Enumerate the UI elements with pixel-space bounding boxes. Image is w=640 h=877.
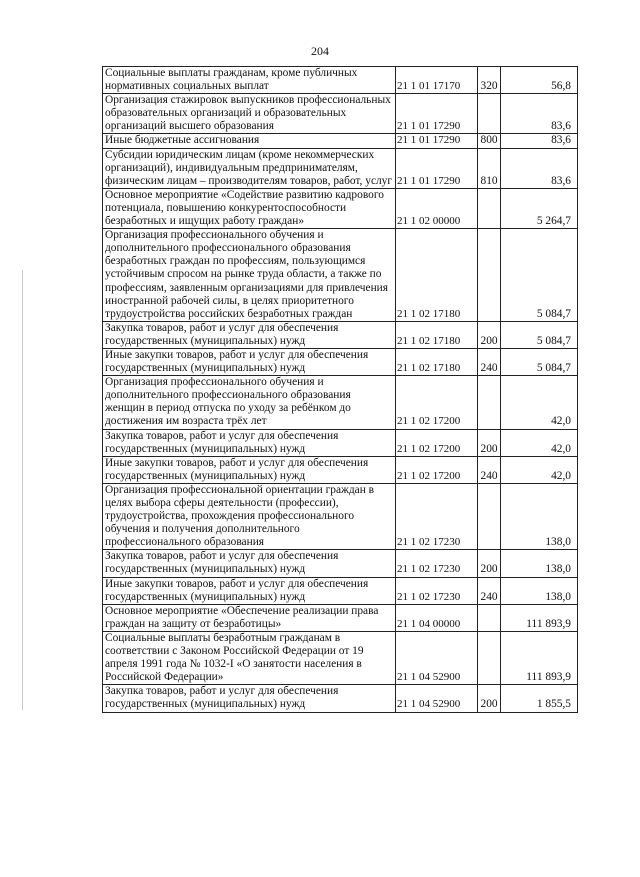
- row-amount: 83,6: [500, 94, 577, 134]
- row-type: [478, 604, 501, 631]
- row-amount: 1 855,5: [500, 685, 577, 712]
- row-type: [478, 188, 501, 228]
- table-row: [103, 229, 578, 322]
- table-row: [103, 429, 578, 456]
- row-type: 320: [478, 67, 501, 94]
- table-row: [103, 631, 578, 684]
- row-code: 21 1 02 17180: [396, 348, 478, 375]
- table-row: [103, 148, 578, 188]
- row-amount: 83,6: [500, 134, 577, 148]
- row-code: 21 1 02 17200: [396, 456, 478, 483]
- row-name: Закупка товаров, работ и услуг для обеспечения государственных (муниципальных) нужд: [103, 321, 396, 348]
- row-amount: 5 084,7: [500, 348, 577, 375]
- row-amount: 5 084,7: [500, 229, 577, 322]
- row-amount: 83,6: [500, 148, 577, 188]
- table-row: [103, 604, 578, 631]
- row-code: 21 1 01 17170: [396, 67, 478, 94]
- margin-line: [22, 270, 23, 710]
- row-amount: 42,0: [500, 429, 577, 456]
- table-row: [103, 483, 578, 549]
- row-amount: 56,8: [500, 67, 577, 94]
- row-name: Организация стажировок выпускников профессиональных образовательных организаций и образовательных организаций высшего образования: [103, 94, 396, 134]
- row-amount: 5 264,7: [500, 188, 577, 228]
- row-code: 21 1 02 17230: [396, 550, 478, 577]
- row-name: Организация профессиональной ориентации граждан в целях выбора сферы деятельности (профессии), трудоустройства, прохождения профессионального обучения и получения дополнительного профессионального образования: [103, 483, 396, 549]
- row-type: 240: [478, 577, 501, 604]
- row-type: 810: [478, 148, 501, 188]
- row-name: Социальные выплаты безработным гражданам в соответствии с Законом Российской Федерации от 19 апреля 1991 года № 1032-I «О занятости населения в Российской Федерации»: [103, 631, 396, 684]
- row-amount: 42,0: [500, 456, 577, 483]
- budget-table: [102, 66, 578, 713]
- row-amount: 5 084,7: [500, 321, 577, 348]
- row-amount: 138,0: [500, 483, 577, 549]
- row-code: 21 1 04 52900: [396, 631, 478, 684]
- row-name: Иные бюджетные ассигнования: [103, 134, 396, 148]
- row-code: 21 1 02 17200: [396, 376, 478, 429]
- table-row: [103, 134, 578, 148]
- row-amount: 42,0: [500, 376, 577, 429]
- row-amount: 111 893,9: [500, 604, 577, 631]
- row-code: 21 1 02 17230: [396, 577, 478, 604]
- row-type: 800: [478, 134, 501, 148]
- row-name: Закупка товаров, работ и услуг для обеспечения государственных (муниципальных) нужд: [103, 550, 396, 577]
- row-type: 240: [478, 456, 501, 483]
- row-name: Основное мероприятие «Обеспечение реализации права граждан на защиту от безработицы»: [103, 604, 396, 631]
- page-number: 204: [311, 44, 329, 58]
- row-type: [478, 376, 501, 429]
- table-row: [103, 348, 578, 375]
- row-code: 21 1 04 00000: [396, 604, 478, 631]
- row-name: Основное мероприятие «Содействие развитию кадрового потенциала, повышению конкурентоспособности безработных и ищущих работу граждан»: [103, 188, 396, 228]
- row-code: 21 1 01 17290: [396, 148, 478, 188]
- row-type: 240: [478, 348, 501, 375]
- row-name: Социальные выплаты гражданам, кроме публичных нормативных социальных выплат: [103, 67, 396, 94]
- table-row: [103, 577, 578, 604]
- row-code: 21 1 01 17290: [396, 94, 478, 134]
- row-name: Иные закупки товаров, работ и услуг для обеспечения государственных (муниципальных) нужд: [103, 456, 396, 483]
- table-row: [103, 550, 578, 577]
- row-type: 200: [478, 550, 501, 577]
- row-code: 21 1 02 17180: [396, 229, 478, 322]
- row-type: [478, 631, 501, 684]
- row-code: 21 1 04 52900: [396, 685, 478, 712]
- table-row: [103, 94, 578, 134]
- table-row: [103, 376, 578, 429]
- table-row: [103, 67, 578, 94]
- table-row: [103, 188, 578, 228]
- row-code: 21 1 02 17200: [396, 429, 478, 456]
- row-code: 21 1 02 17230: [396, 483, 478, 549]
- budget-table-body: [103, 67, 578, 713]
- table-row: [103, 685, 578, 712]
- row-amount: 138,0: [500, 550, 577, 577]
- row-type: [478, 483, 501, 549]
- row-type: [478, 94, 501, 134]
- row-amount: 138,0: [500, 577, 577, 604]
- row-name: Иные закупки товаров, работ и услуг для обеспечения государственных (муниципальных) нужд: [103, 348, 396, 375]
- row-name: Иные закупки товаров, работ и услуг для обеспечения государственных (муниципальных) нужд: [103, 577, 396, 604]
- row-type: 200: [478, 321, 501, 348]
- row-type: [478, 229, 501, 322]
- row-type: 200: [478, 685, 501, 712]
- row-name: Организация профессионального обучения и дополнительного профессионального образования безработных граждан по профессиям, пользующимся устойчивым спросом на рынке труда области, а также по профессиям, заявленным организациями для привлечения иностранной рабочей силы, в целях приоритетного трудоустройства российских безработных граждан: [103, 229, 396, 322]
- row-name: Закупка товаров, работ и услуг для обеспечения государственных (муниципальных) нужд: [103, 685, 396, 712]
- row-name: Закупка товаров, работ и услуг для обеспечения государственных (муниципальных) нужд: [103, 429, 396, 456]
- table-row: [103, 321, 578, 348]
- row-code: 21 1 02 17180: [396, 321, 478, 348]
- table-row: [103, 456, 578, 483]
- row-type: 200: [478, 429, 501, 456]
- row-code: 21 1 01 17290: [396, 134, 478, 148]
- row-code: 21 1 02 00000: [396, 188, 478, 228]
- row-name: Организация профессионального обучения и дополнительного профессионального образования женщин в период отпуска по уходу за ребёнком до достижения им возраста трёх лет: [103, 376, 396, 429]
- row-name: Субсидии юридическим лицам (кроме некоммерческих организаций), индивидуальным предпринимателям, физическим лицам – производителям товаров, работ, услуг: [103, 148, 396, 188]
- row-amount: 111 893,9: [500, 631, 577, 684]
